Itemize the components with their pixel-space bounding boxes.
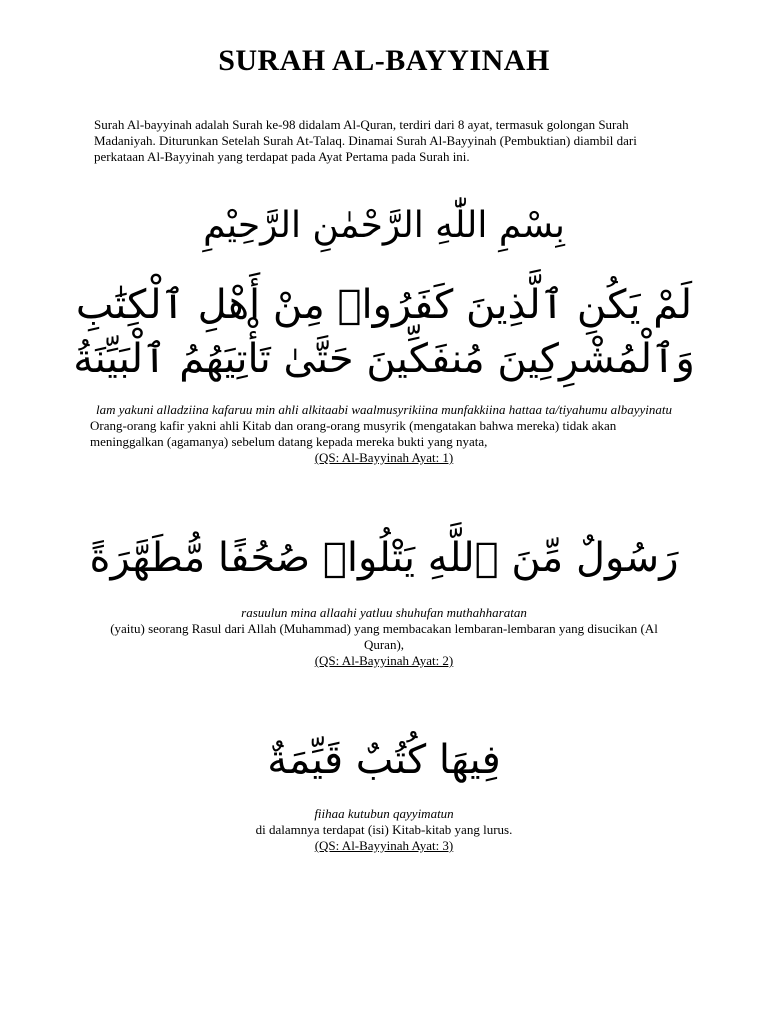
verse-3-reference: (QS: Al-Bayyinah Ayat: 3) [314, 838, 454, 853]
verse-2-transliteration: rasuulun mina allaahi yatluu shuhufan muthahharatan [241, 605, 527, 620]
verse-1-transliteration: lam yakuni alladziina kafaruu min ahli alkitaabi waalmusyrikiina munfakkiina hattaa ta/tiyahumu albayyinatu [96, 402, 672, 417]
verse-1-reference: (QS: Al-Bayyinah Ayat: 1) [314, 450, 454, 465]
verse-2-arabic: رَسُولٌ مِّنَ ٱللَّهِ يَتْلُوا۟ صُحُفًا مُّطَهَّرَةً [89, 535, 679, 581]
verse-3-arabic: فِيهَا كُتُبٌ قَيِّمَةٌ [267, 737, 501, 783]
intro-paragraph: Surah Al-bayyinah adalah Surah ke-98 didalam Al-Quran, terdiri dari 8 ayat, termasuk golongan Surah Madaniyah. Diturunkan Setelah Surah At-Talaq. Dinamai Surah Al-Bayyinah (Pembuktian) diambil dari perkataan Al-Bayyinah yang terdapat pada Ayat Pertama pada Surah ini. [94, 117, 637, 164]
verse-2-block [90, 605, 678, 669]
verse-1-block [90, 402, 678, 466]
verse-2-translation: (yaitu) seorang Rasul dari Allah (Muhammad) yang membacakan lembaran-lembaran yang disucikan (Al Quran), [110, 621, 658, 652]
verse-1-translation: Orang-orang kafir yakni ahli Kitab dan orang-orang musyrik (mengatakan bahwa mereka) tidak akan meninggalkan (agamanya) sebelum datang kepada mereka bukti yang nyata, [90, 418, 617, 449]
verse-3-block [90, 806, 678, 854]
verse-2-reference: (QS: Al-Bayyinah Ayat: 2) [314, 653, 454, 668]
verse-1-arabic: لَمْ يَكُنِ ٱلَّذِينَ كَفَرُوا۟ مِنْ أَهْلِ ٱلْكِتَٰبِ وَٱلْمُشْرِكِينَ مُنفَكِّينَ حَتَّىٰ تَأْتِيَهُمُ ٱلْبَيِّنَةُ [73, 282, 695, 382]
basmala-arabic: بِسْمِ اللّٰهِ الرَّحْمٰنِ الرَّحِيْمِ [203, 205, 565, 246]
verse-3-translation: di dalamnya terdapat (isi) Kitab-kitab yang lurus. [255, 822, 513, 837]
page-title: SURAH AL-BAYYINAH [218, 44, 550, 77]
verse-3-transliteration: fiihaa kutubun qayyimatun [314, 806, 454, 821]
